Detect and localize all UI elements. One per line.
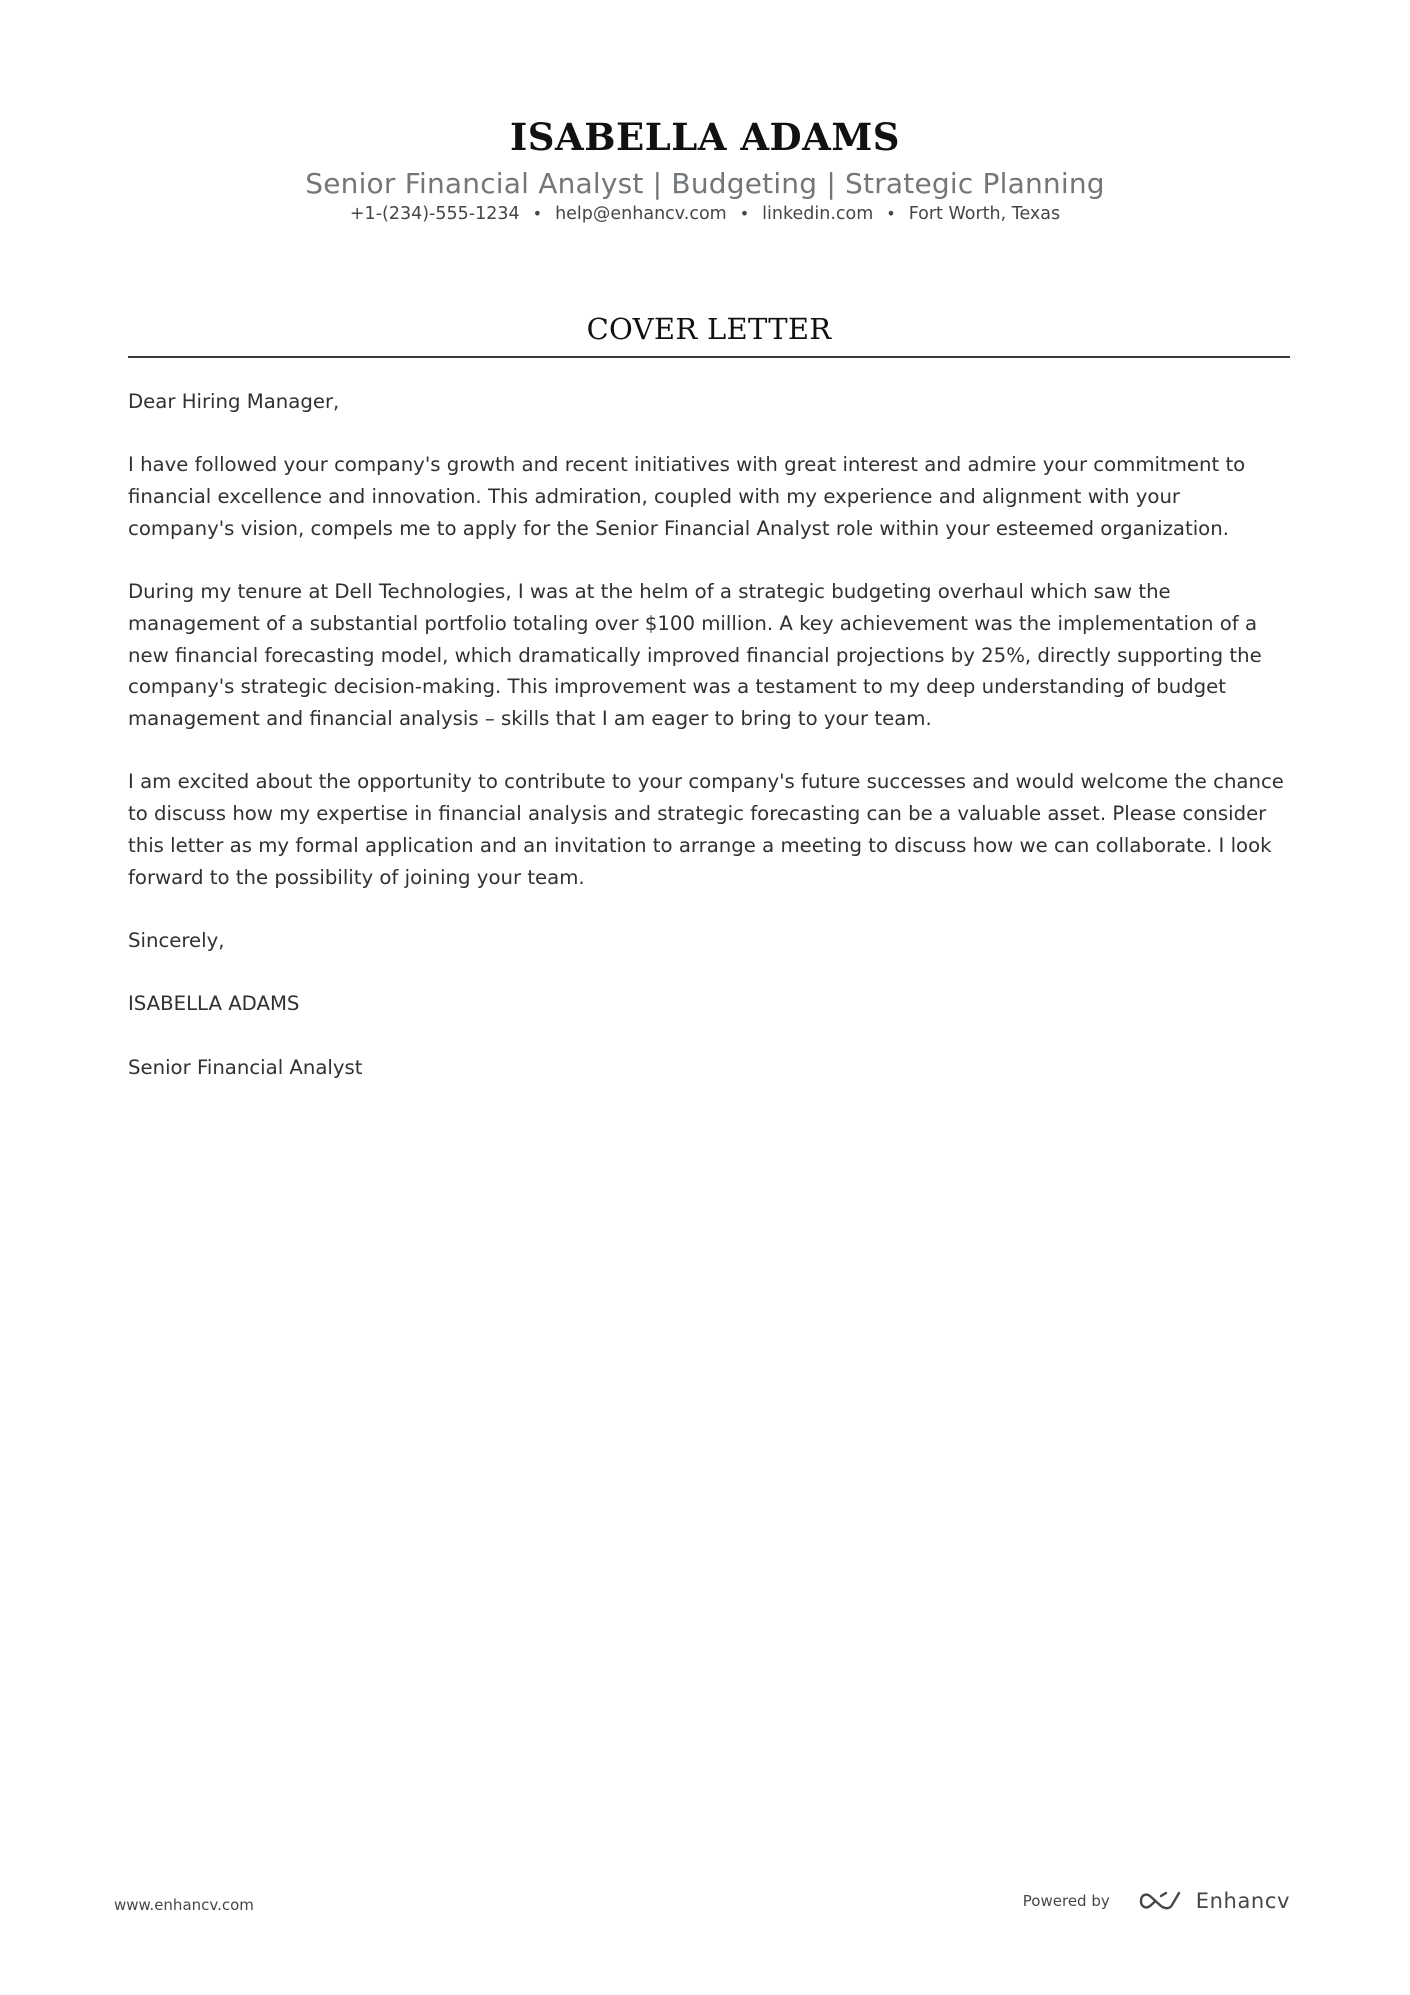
footer-website: www.enhancv.com: [114, 1896, 254, 1914]
letter-paragraph: During my tenure at Dell Technologies, I was at the helm of a strategic budgeting overhaul which saw the management of a substantial portfolio totaling over $100 million. A key achievement was the implementation of a new financial forecasting model, which dramatically improved financial projections by 25%, directly supporting the company's strategic decision-making. This improvement was a testament to my deep understanding of budget management and financial analysis – skills that I am eager to bring to your team.: [128, 580, 1262, 730]
contact-phone: +1-(234)-555-1234: [349, 204, 520, 224]
contact-location: Fort Worth, Texas: [908, 204, 1061, 224]
letter-paragraph: I have followed your company's growth and recent initiatives with great interest and admire your commitment to financial excellence and innovation. This admiration, coupled with my experience and alignment with your company's vision, compels me to apply for the Senior Financial Analyst role within your esteemed organization.: [128, 453, 1246, 540]
contact-linkedin: linkedin.com: [762, 204, 874, 224]
resume-header: [0, 112, 1410, 226]
section-divider: [128, 356, 1290, 358]
enhancv-logo-icon: [1138, 1890, 1184, 1912]
section-title: COVER LETTER: [586, 312, 832, 346]
applicant-name: ISABELLA ADAMS: [509, 115, 900, 159]
letter-body: [128, 386, 1290, 1115]
enhancv-brand-name: Enhancv: [1195, 1889, 1290, 1913]
contact-separator: •: [739, 204, 750, 223]
contact-info: [0, 202, 1410, 226]
letter-closing: Sincerely,: [128, 928, 225, 952]
signature-name: ISABELLA ADAMS: [128, 992, 300, 1016]
contact-separator: •: [886, 204, 896, 223]
signature-title: Senior Financial Analyst: [128, 1055, 363, 1079]
letter-paragraph: I am excited about the opportunity to contribute to your company's future successes and would welcome the chance to discuss how my expertise in financial analysis and strategic forecasting can be a valuable asset. Please consider this letter as my formal application and an invitation to arrange a meeting to discuss how we can collaborate. I look forward to the possibility of joining your team.: [128, 770, 1284, 889]
powered-by-label: Powered by: [1022, 1892, 1110, 1910]
contact-email: help@enhancv.com: [555, 204, 727, 224]
letter-greeting: Dear Hiring Manager,: [128, 390, 340, 413]
contact-separator: •: [532, 204, 543, 223]
applicant-headline: Senior Financial Analyst | Budgeting | Strategic Planning: [305, 167, 1105, 200]
footer-branding: [1023, 1889, 1290, 1913]
